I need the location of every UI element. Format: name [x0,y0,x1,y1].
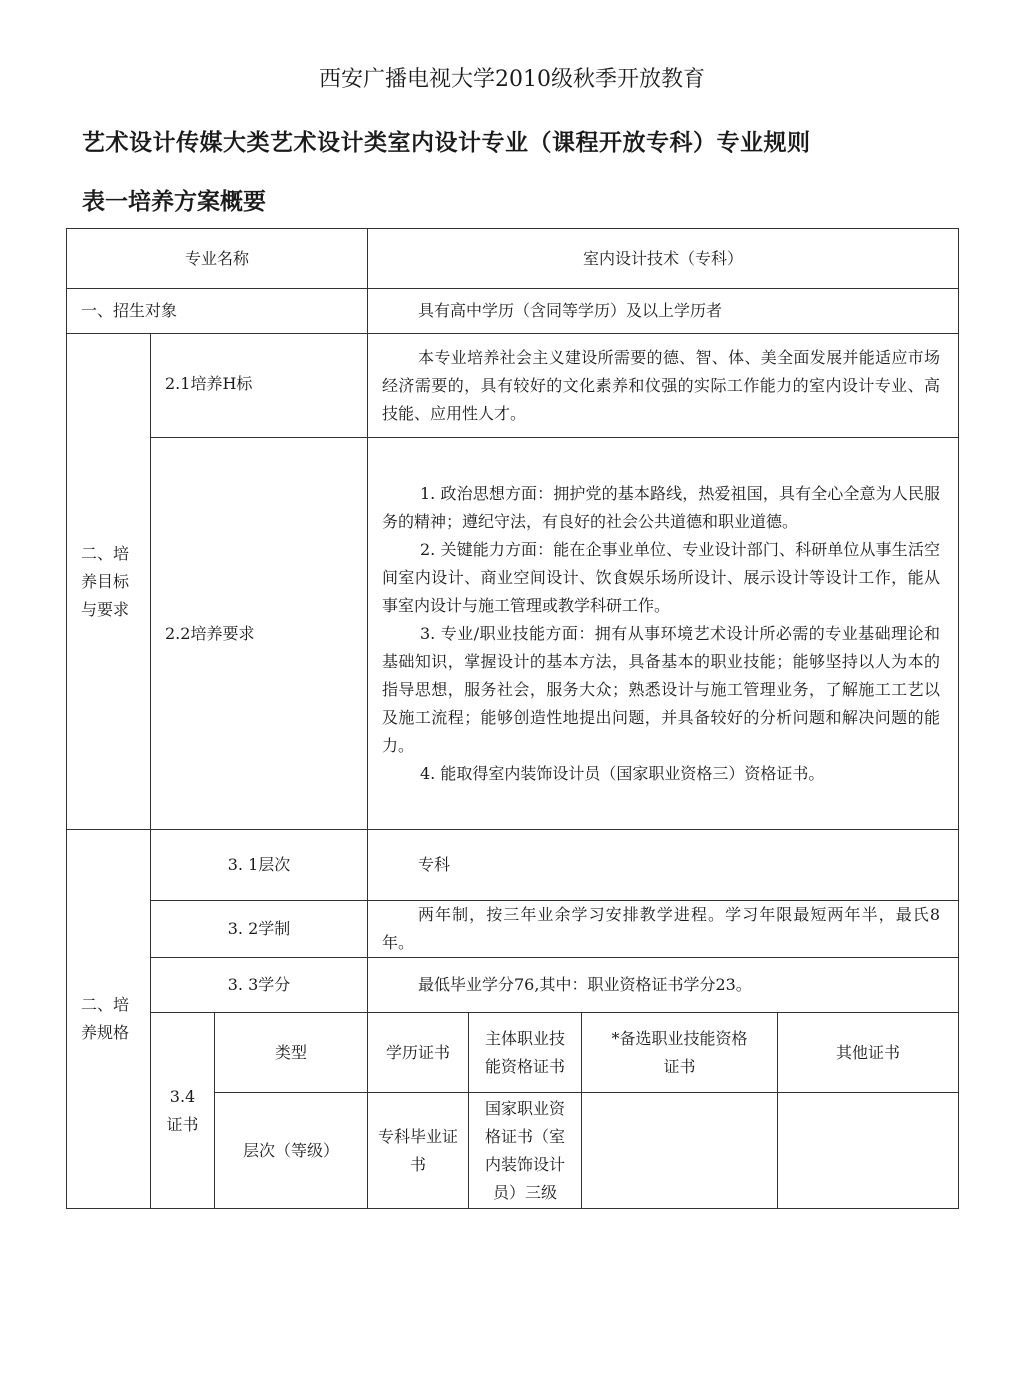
cert-header: 其他证书 [778,1013,959,1093]
req-item: 3. 专业/职业技能方面：拥有从事环境艺术设计所必需的专业基础理论和基础知识，掌握设计的基本方法，具备基本的职业技能；能够坚持以人为本的指导思想，服务社会，服务大众；熟悉设计与施工管理业务，了解施工工艺以及施工流程；能够创造性地提出问题，并具备较好的分析问题和解决问题的能力。 [382,623,941,755]
cert-label: 3.4证书 [151,1013,215,1209]
goal-value: 本专业培养社会主义建设所需要的德、智、体、美全面发展并能适应市场经济需要的，具有较好的文化素养和伩强的实际工作能力的室内设计专业、高技能、应用性人才。 [368,334,959,438]
req-item: 4. 能取得室内装饰设计员（国家职业资格三）资格证书。 [420,763,825,783]
level-value: 专科 [368,830,959,901]
req-item: 2. 关键能力方面：能在企事业单位、专业设计部门、科研单位从事生活空间室内设计、商业空间设计、饮食娱乐场所设计、展示设计等设计工作，能从事室内设计与施工管理或教学科研工作。 [382,539,941,615]
cert-cell: 专科毕业证书 [368,1093,469,1209]
cert-cell [778,1093,959,1209]
req-label: 2.2培养要求 [151,438,368,830]
table-row [67,229,959,289]
goal-label: 2.1培养H标 [151,334,368,438]
cert-cell: 国家职业资格证书（室内装饰设计员）三级 [469,1093,582,1209]
table-row [67,901,959,958]
table-row [67,438,959,830]
cert-header: 主体职业技能资格证书 [469,1013,582,1093]
credit-value: 最低毕业学分76,其中：职业资格证书学分23。 [368,958,959,1013]
table-title: 表一培养方案概要 [82,189,266,215]
level-label: 3. 1层次 [151,830,368,901]
enroll-value: 具有高中学历（含同等学历）及以上学历者 [368,289,959,334]
document-title: 西安广播电视大学2010级秋季开放教育 [319,67,705,92]
table-row [67,334,959,438]
table-row [67,958,959,1013]
cert-header: 类型 [215,1013,368,1093]
cert-header: *备选职业技能资格证书 [582,1013,778,1093]
req-value [368,438,959,830]
program-table [66,228,959,1209]
document-subtitle: 艺术设计传媒大类艺术设计类室内设计专业（课程开放专科）专业规则 [82,130,811,156]
system-label: 3. 2学制 [151,901,368,958]
system-value: 两年制，按三年业余学习安排教学进程。学习年限最短两年半，最氏8年。 [368,901,959,958]
goal-group-label: 二、培养目标与要求 [67,334,151,830]
cert-cell [582,1093,778,1209]
table-row [67,289,959,334]
cert-header: 学历证书 [368,1013,469,1093]
credit-label: 3. 3学分 [151,958,368,1013]
table-row [67,1013,959,1093]
req-item: 1. 政治思想方面：拥护党的基本路线，热爱祖国，具有全心全意为人民服务的精神；遵纪守法，有良好的社会公共道德和职业道德。 [382,483,941,531]
table-row [67,830,959,901]
cert-cell: 层次（等级） [215,1093,368,1209]
major-label: 专业名称 [67,229,368,289]
major-value: 室内设计技术（专科） [368,229,959,289]
enroll-label: 一、招生对象 [67,289,368,334]
spec-group-label: 二、培养规格 [67,830,151,1209]
